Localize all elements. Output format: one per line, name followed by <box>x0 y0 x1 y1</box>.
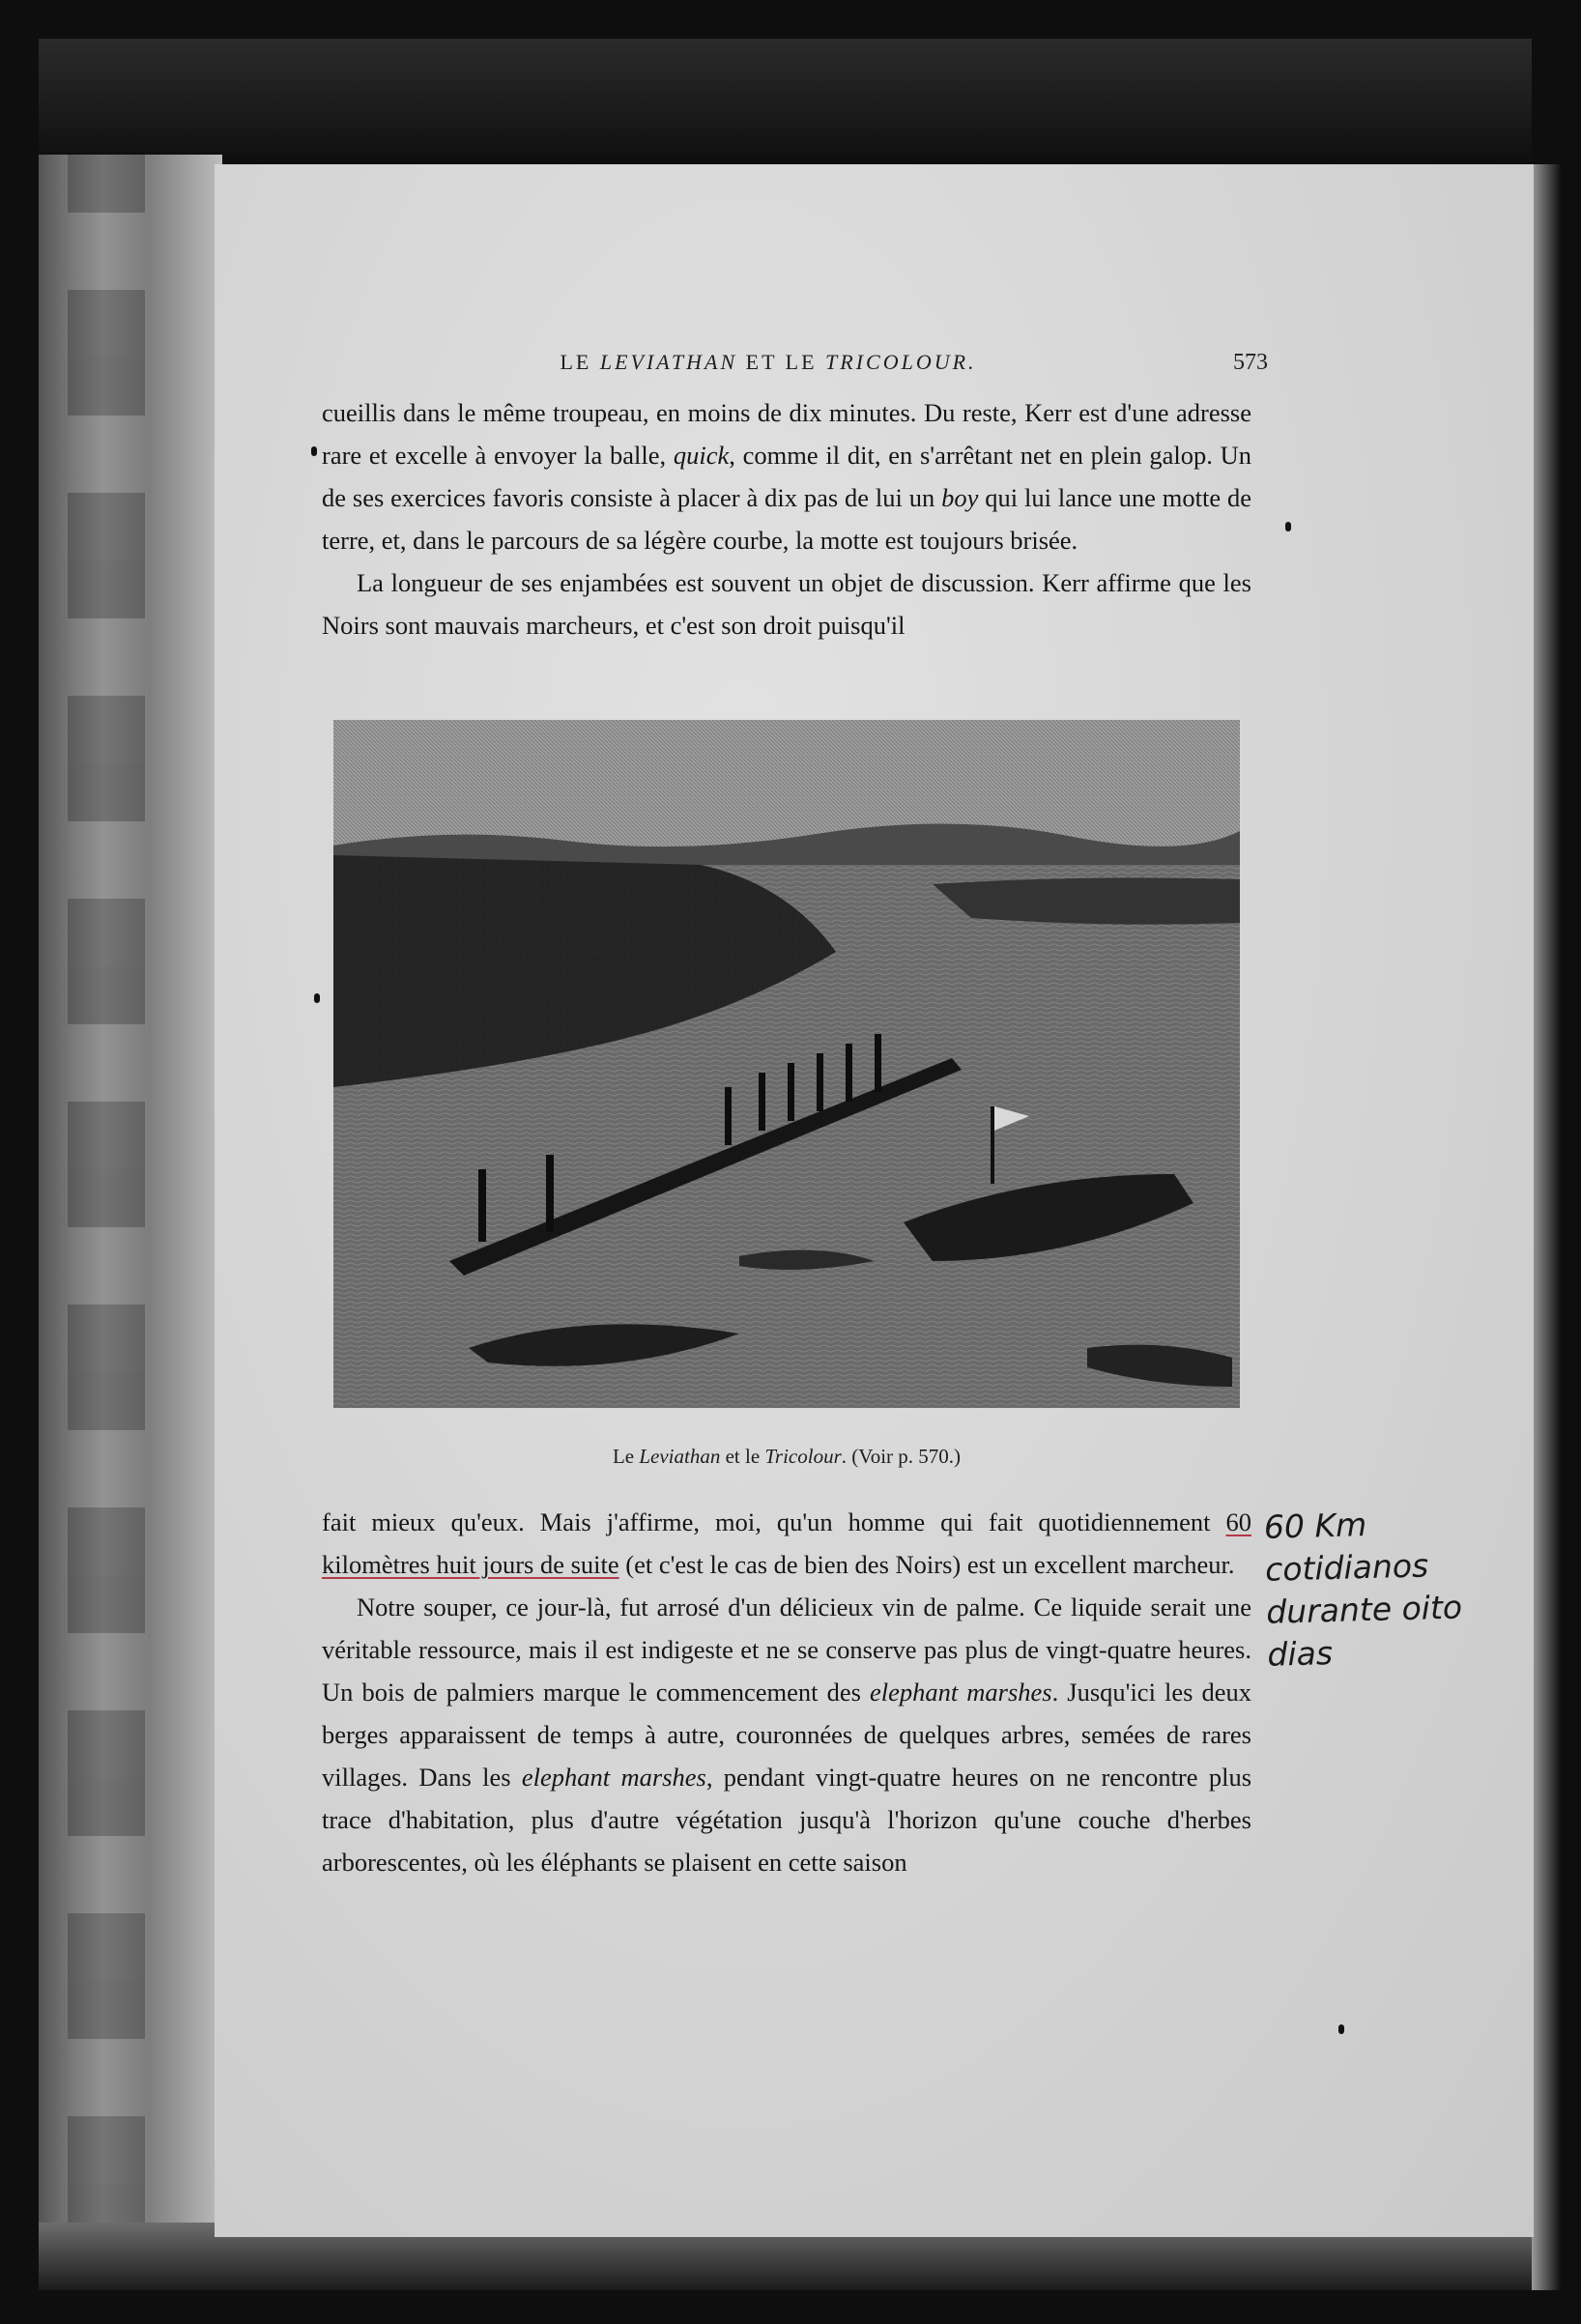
note-line: cotidianos <box>1264 1546 1429 1589</box>
red-underlined-text: 60 kilomètres huit jours de suite <box>322 1507 1251 1579</box>
text-run: qui lui lance une motte de terre, et, dans le parcours de sa légère courbe, la motte est toujours brisée. <box>322 483 1251 555</box>
text-block-bottom <box>322 1501 1251 1883</box>
text-run: . Jusqu'ici les deux berges apparaissent de temps à autre, couronnées de quelques arbres, semées de rares villages. Dans les <box>322 1678 1251 1792</box>
text-run: , comme il dit, en s'arrêtant net en plein galop. Un de ses exercices favoris consiste à placer à dix pas de lui un <box>322 441 1251 512</box>
text-run: Notre souper, ce jour-là, fut arrosé d'un délicieux vin de palme. Ce liquide serait une véritable ressource, mais il est indigeste et ne se conserve pas plus de vingt-quatre heures. Un bois de palmiers marque le commencement des <box>322 1592 1251 1707</box>
caption-part: Le <box>612 1445 640 1468</box>
running-head-part: ET LE <box>737 350 826 374</box>
illustration-caption <box>322 1445 1251 1476</box>
text-run: , pendant vingt-quatre heures on ne rencontre plus trace d'habitation, plus d'autre végétation jusqu'à l'horizon qu'une couche d'herbes arborescentes, où les éléphants se plaisent en cette saison <box>322 1763 1252 1877</box>
scanner-right-edge <box>1532 164 1561 2290</box>
caption-part: Leviathan <box>639 1445 721 1468</box>
running-head-part: LEVIATHAN <box>599 350 738 374</box>
text-run-italic: elephant marshes <box>869 1678 1052 1707</box>
note-line: 60 Km <box>1263 1506 1367 1546</box>
running-head <box>541 350 995 388</box>
scanner-top-band <box>39 39 1532 169</box>
engraving-drawing <box>333 720 1240 1408</box>
page-number: 573 <box>1233 350 1268 375</box>
note-line: durante oito <box>1265 1588 1463 1631</box>
scanner-left-strip <box>39 155 222 2281</box>
caption-part: . (Voir p. 570.) <box>841 1445 962 1468</box>
text-run: (et c'est le cas de bien des Noirs) est un excellent marcheur. <box>618 1550 1235 1579</box>
note-line: dias <box>1266 1634 1334 1674</box>
engraving-illustration <box>333 720 1240 1408</box>
text-run: cueillis dans le même troupeau, en moins de dix minutes. Du reste, Kerr est d'une adresse rare et excelle à envoyer la balle, <box>322 398 1251 470</box>
text-run-italic: elephant marshes <box>521 1763 706 1792</box>
caption-part: Tricolour <box>764 1445 842 1468</box>
ink-speck <box>311 446 317 456</box>
ink-speck <box>1338 2024 1344 2034</box>
paragraph: La longueur de ses enjambées est souvent un objet de discussion. Kerr affirme que les Noirs sont mauvais marcheurs, et c'est son droit puisqu'il <box>322 568 1251 640</box>
text-run: fait mieux qu'eux. Mais j'affirme, moi, qu'un homme qui fait quotidiennement <box>322 1507 1226 1536</box>
running-head-part: TRICOLOUR. <box>825 350 977 374</box>
text-run-italic: quick <box>673 441 730 470</box>
paragraph <box>322 1586 1251 1883</box>
caption-part: et le <box>720 1445 765 1468</box>
text-block-top <box>322 391 1251 646</box>
ink-speck <box>314 993 320 1003</box>
handwritten-margin-note <box>1263 1499 1548 1700</box>
text-run-italic: boy <box>941 483 979 512</box>
paragraph <box>322 391 1251 561</box>
paragraph <box>322 1501 1251 1586</box>
running-head-part: LE <box>560 350 600 374</box>
ink-speck <box>1285 522 1291 531</box>
